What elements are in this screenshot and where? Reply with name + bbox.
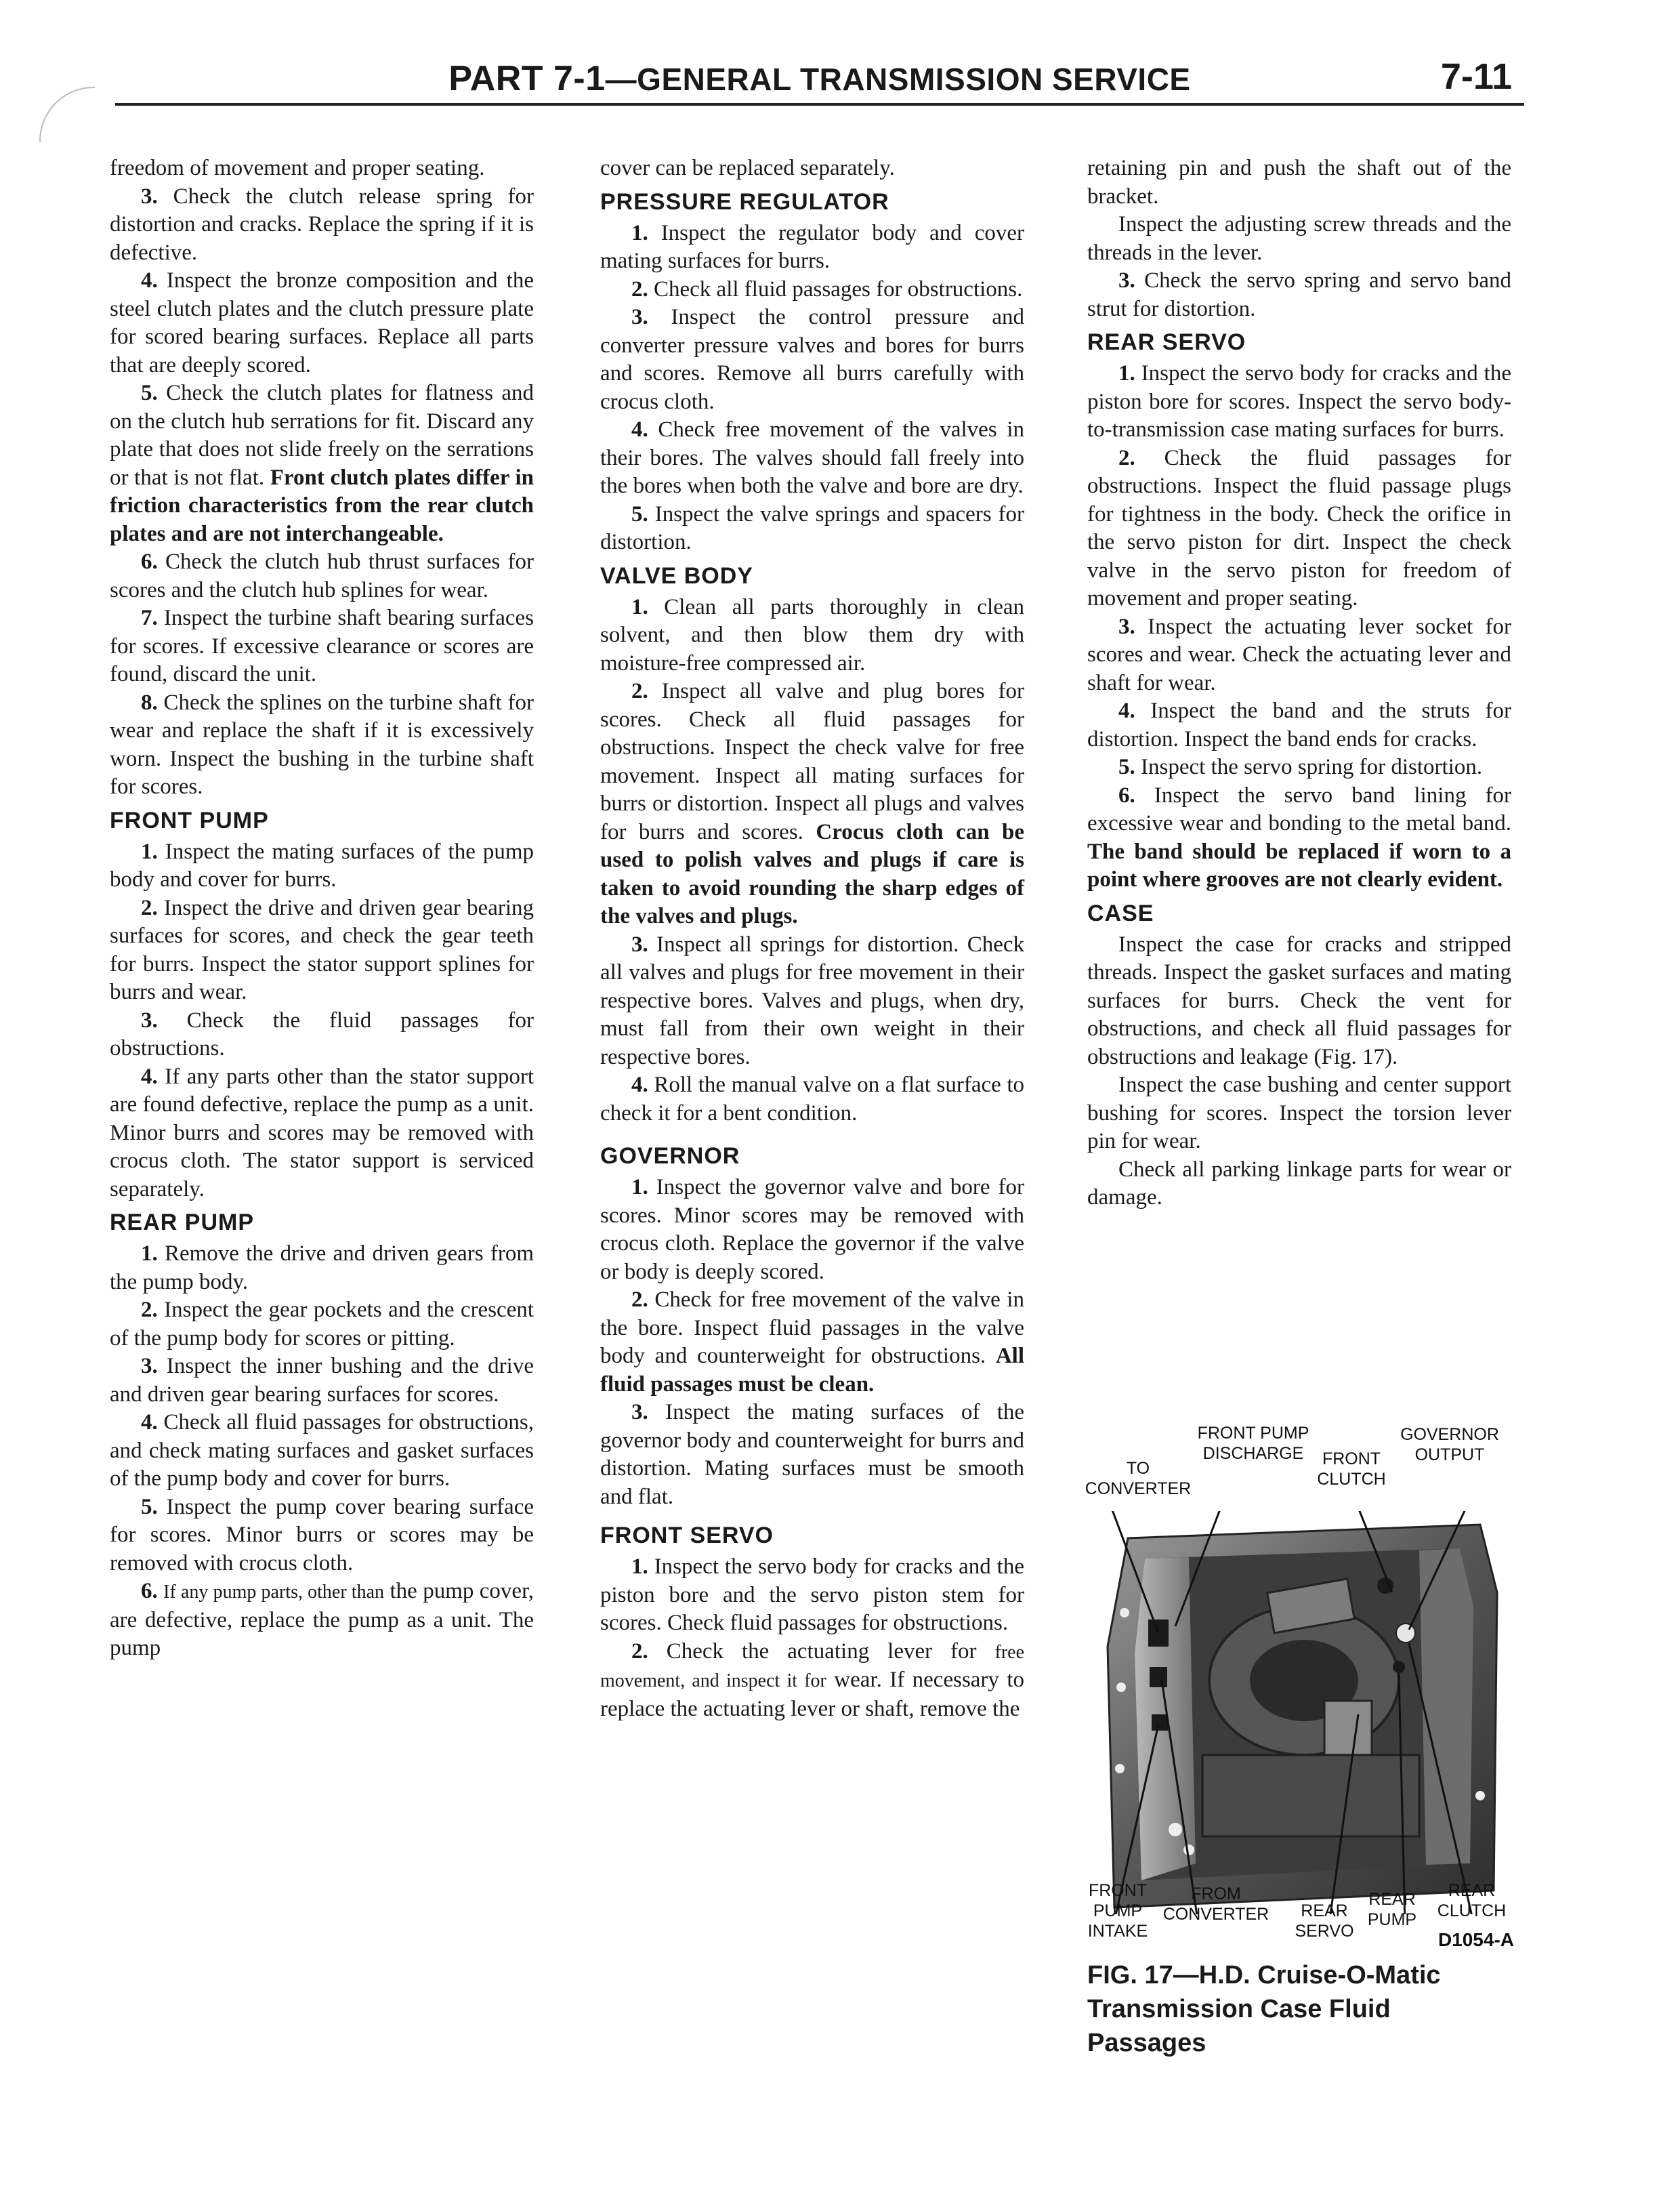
paragraph: 4. Check all fluid passages for obstructions, and check mating surfaces and gasket surfaces of the pump body and cover for burrs. [110, 1410, 534, 1491]
label-rear-servo: REAR SERVO [1295, 1901, 1354, 1941]
label-front-pump-intake: FRONT PUMP INTAKE [1087, 1881, 1148, 1941]
paragraph: 3. Inspect the mating surfaces of the governor body and counterweight for burrs and distortion. Mating surfaces must be smooth and flat. [600, 1400, 1025, 1509]
label-rear-clutch: REAR CLUTCH [1437, 1881, 1507, 1920]
bold-note: Crocus cloth can be used to polish valves and plugs if care is taken to avoid rounding the sharp edges of the valves and plugs. [600, 819, 1025, 928]
paragraph: 3. Inspect all springs for distortion. Check all valves and plugs for free movement in their respective bores. Valves and plugs, when dry, must fall from their own weight in their respective bores. [600, 932, 1024, 1069]
label-front-clutch: FRONT CLUTCH [1317, 1449, 1386, 1489]
running-head [115, 58, 1524, 99]
column-middle [600, 154, 1024, 1723]
section-heading-rear-servo: REAR SERVO [1087, 329, 1246, 355]
paragraph: 5. Inspect the valve springs and spacers for distortion. [600, 501, 1025, 554]
label-to-converter: TO CONVERTER [1085, 1459, 1192, 1498]
paragraph: 5. Check the clutch plates for flatness and on the clutch hub serrations for fit. Discard any plate that does not slide freely on the serrations or that is not flat. Front clutch plates differ in friction characteristics from the rear clutch plates and are not interchangeable. [110, 381, 534, 546]
paragraph: 1. Inspect the servo body for cracks and the piston bore and the servo piston stem for scores. Check fluid passages for obstructions. [600, 1554, 1024, 1635]
section-heading-front-pump: FRONT PUMP [110, 807, 269, 833]
paragraph: 2. Check for free movement of the valve in the bore. Inspect fluid passages in the valve body and counterweight for obstructions. All fluid passages must be clean. [600, 1287, 1024, 1397]
paragraph: Inspect the case bushing and center support bushing for scores. Inspect the torsion lever pin for wear. [1087, 1073, 1511, 1153]
page-number: 7-11 [1440, 56, 1512, 97]
paragraph: 1. Inspect the servo body for cracks and the piston bore for scores. Inspect the servo body-to-transmission case mating surfaces for burrs. [1087, 361, 1511, 442]
figure-code: D1054-A [1437, 1929, 1514, 1950]
paragraph: 5. Inspect the pump cover bearing surface for scores. Minor burrs or scores may be removed with crocus cloth. [110, 1494, 534, 1575]
paragraph: 4. Inspect the band and the struts for distortion. Inspect the band ends for cracks. [1087, 699, 1512, 751]
section-heading-governor: GOVERNOR [600, 1143, 740, 1169]
paragraph: 1. Inspect the mating surfaces of the pump body and cover for burrs. [110, 839, 534, 892]
paragraph: 2. Inspect all valve and plug bores for scores. Check all fluid passages for obstructions. Inspect the check valve for free movement. Inspect all mating surfaces for burrs or distortion. Inspect all plugs and valves for burrs and scores. Crocus cloth can be used to polish valves and plugs if care is taken to avoid rounding the sharp edges of the valves and plugs. [600, 679, 1025, 928]
paragraph: freedom of movement and proper seating. [110, 156, 485, 180]
label-governor-output: GOVERNOR OUTPUT [1400, 1425, 1499, 1464]
paragraph: 1. Remove the drive and driven gears from the pump body. [110, 1241, 534, 1294]
paragraph: 6. Check the clutch hub thrust surfaces for scores and the clutch hub splines for wear. [110, 550, 534, 602]
paragraph: retaining pin and push the shaft out of the bracket. [1087, 156, 1511, 209]
bold-note: All fluid passages must be clean. [600, 1344, 1024, 1397]
label-front-pump-discharge: FRONT PUMP DISCHARGE [1197, 1424, 1309, 1463]
paragraph: 2. Check the fluid passages for obstructions. Inspect the fluid passage plugs for tightness in the body. Check the orifice in the servo piston for dirt. Inspect the check valve in the servo piston for freedom of movement and proper seating. [1087, 445, 1511, 611]
paragraph: 2. Check the actuating lever for free movement, and inspect it for wear. If necessary to replace the actuating lever or shaft, remove the [600, 1638, 1025, 1721]
paragraph: 6. If any pump parts, other than the pump cover, are defective, replace the pump as a unit. The pump [110, 1579, 534, 1660]
caption-line: Transmission Case Fluid Passages [1087, 1995, 1391, 2057]
paragraph: 1. Inspect the governor valve and bore for scores. Minor scores may be removed with crocus cloth. Replace the governor if the valve or body is deeply scored. [600, 1175, 1024, 1284]
paragraph: Check all parking linkage parts for wear or damage. [1087, 1157, 1511, 1210]
section-heading-case: CASE [1087, 900, 1154, 926]
figure-17 [1085, 1423, 1514, 2057]
paragraph: 3. Inspect the control pressure and converter pressure valves and bores for burrs and scores. Remove all burrs carefully with crocus cloth. [600, 305, 1025, 414]
section-heading-front-servo: FRONT SERVO [600, 1523, 774, 1548]
figure-caption [1087, 1958, 1511, 2060]
header-dash: — [605, 62, 637, 97]
paragraph: Inspect the adjusting screw threads and the threads in the lever. [1087, 212, 1511, 265]
transmission-case-photo [1101, 1511, 1500, 1914]
paragraph: 1. Inspect the regulator body and cover mating surfaces for burrs. [600, 220, 1024, 273]
scan-artifact [39, 87, 95, 142]
paragraph: 3. Check the fluid passages for obstructions. [110, 1008, 534, 1060]
paragraph: 7. Inspect the turbine shaft bearing surfaces for scores. If excessive clearance or scores are found, discard the unit. [110, 606, 534, 686]
paragraph: 2. Check all fluid passages for obstructions. [631, 276, 1023, 302]
paragraph: 6. Inspect the servo band lining for excessive wear and bonding to the metal band. The band should be replaced if worn to a point where grooves are not clearly evident. [1087, 783, 1512, 892]
page-header [115, 54, 1524, 115]
paragraph: 3. Check the servo spring and servo band strut for distortion. [1087, 268, 1512, 321]
paragraph: 3. Inspect the actuating lever socket for scores and wear. Check the actuating lever and shaft for wear. [1087, 614, 1511, 695]
column-right [1087, 154, 1511, 1212]
paragraph: 8. Check the splines on the turbine shaft for wear and replace the shaft if it is excessively worn. Inspect the bushing in the turbine shaft for scores. [110, 690, 534, 799]
section-title: GENERAL TRANSMISSION SERVICE [637, 62, 1191, 97]
section-heading-pressure-regulator: PRESSURE REGULATOR [600, 188, 889, 215]
paragraph: 2. Inspect the gear pockets and the crescent of the pump body for scores or pitting. [110, 1298, 534, 1350]
label-rear-pump: REAR PUMP [1367, 1890, 1417, 1929]
paragraph: cover can be replaced separately. [600, 156, 895, 180]
bold-note: Front clutch plates differ in friction characteristics from the rear clutch plates and are not interchangeable. [110, 465, 534, 546]
paragraph: 3. Inspect the inner bushing and the drive and driven gear bearing surfaces for scores. [110, 1354, 534, 1407]
header-rule [115, 103, 1524, 106]
paragraph: 3. Check the clutch release spring for distortion and cracks. Replace the spring if it is defective. [110, 184, 534, 265]
part-number: PART 7-1 [448, 59, 606, 98]
bold-note: The band should be replaced if worn to a point where grooves are not clearly evident. [1087, 839, 1511, 892]
label-from-converter: FROM CONVERTER [1162, 1884, 1269, 1924]
caption-line: FIG. 17—H.D. Cruise-O-Matic [1087, 1961, 1441, 1989]
paragraph: 1. Clean all parts thoroughly in clean solvent, and then blow them dry with moisture-free compressed air. [600, 594, 1024, 676]
paragraph: 4. Inspect the bronze composition and the steel clutch plates and the clutch pressure plate for scored bearing surfaces. Replace all parts that are deeply scored. [110, 268, 534, 377]
paragraph: 4. Check free movement of the valves in their bores. The valves should fall freely into the bores when both the valve and bore are dry. [600, 417, 1024, 498]
section-heading-valve-body: VALVE BODY [600, 562, 753, 589]
paragraph: 4. If any parts other than the stator support are found defective, replace the pump as a unit. Minor burrs and scores may be removed with crocus cloth. The stator support is serviced separately. [110, 1064, 534, 1201]
column-left [110, 154, 534, 1663]
paragraph: 4. Roll the manual valve on a flat surface to check it for a bent condition. [600, 1073, 1025, 1126]
section-heading-rear-pump: REAR PUMP [110, 1210, 255, 1235]
paragraph: 5. Inspect the servo spring for distortion. [1118, 755, 1483, 779]
paragraph: 2. Inspect the drive and driven gear bearing surfaces for scores, and check the gear teeth for burrs. Inspect the stator support splines for burrs and wear. [110, 895, 534, 1004]
paragraph: Inspect the case for cracks and stripped threads. Inspect the gasket surfaces and mating surfaces for burrs. Check the vent for obstructions, and check all fluid passages for obstructions and leakage (Fig. 17). [1087, 932, 1511, 1069]
